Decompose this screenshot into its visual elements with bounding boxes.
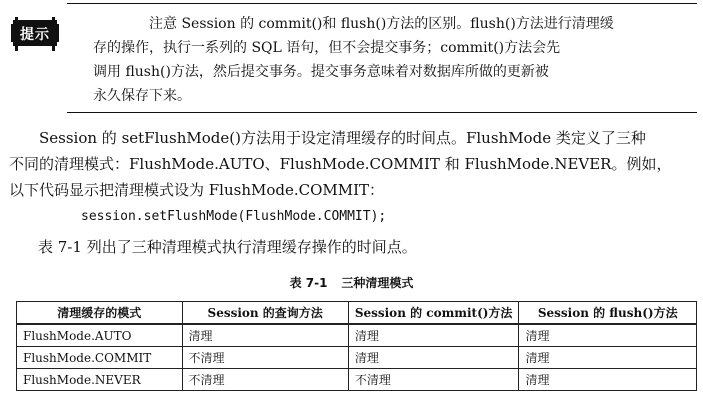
table-header-row [17, 302, 697, 325]
table-cell: 清理 [519, 347, 697, 369]
table-row [17, 369, 697, 391]
table-cell: FlushMode.AUTO [17, 324, 183, 347]
table-caption [0, 274, 703, 291]
table-header-cell: Session 的 flush()方法 [519, 302, 697, 325]
table-cell: 清理 [348, 347, 519, 369]
table-caption-title: 三种清理模式 [341, 276, 414, 290]
tip-line: 注意 Session 的 commit()和 flush()方法的区别。flush()方法进行清理缓 [149, 16, 614, 32]
code-snippet: session.setFlushMode(FlushMode.COMMIT); [81, 209, 387, 224]
tip-line: 调用 flush()方法，然后提交事务。提交事务意味着对数据库所做的更新被 [93, 64, 549, 80]
table-row [17, 347, 697, 369]
tip-bottom-rule [67, 112, 697, 113]
tip-top-rule [67, 3, 697, 4]
tip-box [3, 3, 699, 113]
paragraph-line: Session 的 setFlushMode()方法用于设定清理缓存的时间点。FlushMode 类定义了三种 [39, 129, 646, 147]
tip-badge-label: 提示 [20, 27, 50, 43]
table-cell: 清理 [519, 324, 697, 347]
table-cell: FlushMode.NEVER [17, 369, 183, 391]
table-cell: FlushMode.COMMIT [17, 347, 183, 369]
table-cell: 清理 [519, 369, 697, 391]
table-intro-text: 表 7-1 列出了三种清理模式执行清理缓存操作的时间点。 [38, 238, 417, 256]
table-cell: 不清理 [348, 369, 519, 391]
tip-line: 永久保存下来。 [93, 88, 191, 104]
table-header-cell: Session 的查询方法 [182, 302, 348, 325]
tip-text [93, 12, 689, 108]
table-cell: 不清理 [182, 369, 348, 391]
table-header-cell: Session 的 commit()方法 [348, 302, 519, 325]
table-cell: 清理 [182, 324, 348, 347]
flush-modes-table [16, 301, 697, 391]
table-cell: 清理 [348, 324, 519, 347]
table-header-cell: 清理缓存的模式 [17, 302, 183, 325]
paragraph-line: 不同的清理模式：FlushMode.AUTO、FlushMode.COMMIT 和 FlushMode.NEVER。例如， [9, 155, 672, 173]
table-cell: 不清理 [182, 347, 348, 369]
body-paragraph [9, 125, 699, 203]
tip-badge [11, 17, 59, 51]
table-row [17, 324, 697, 347]
paragraph-line: 以下代码显示把清理模式设为 FlushMode.COMMIT： [9, 181, 385, 199]
tip-line: 存的操作，执行一系列的 SQL 语句，但不会提交事务；commit()方法会先 [93, 40, 561, 56]
table-caption-number: 表 7-1 [289, 276, 328, 290]
